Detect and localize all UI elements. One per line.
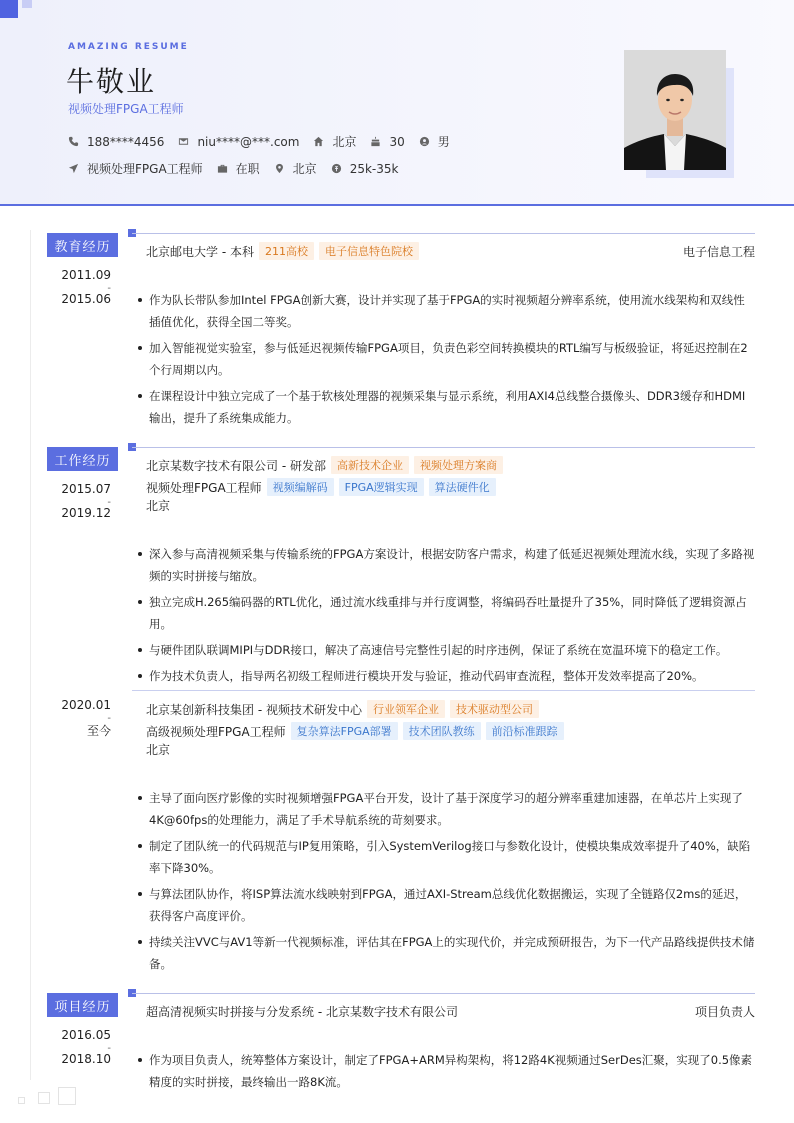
salary-info (331, 162, 399, 176)
phone-text: 188****4456 (87, 134, 165, 149)
gender-icon (419, 136, 430, 147)
job-intent-row (68, 160, 412, 177)
skill-tag: 技术团队教练 (403, 722, 481, 740)
gender-info (419, 133, 450, 150)
section-title-work: 工作经历 (47, 447, 118, 471)
list-item: 作为项目负责人，统筹整体方案设计，制定了FPGA+ARM异构架构，将12路4K视频通过SerDes汇聚，实现了0.5像素精度的实时拼接，最终输出一路8K流。 (138, 1049, 756, 1093)
job-role: 视频处理FPGA工程师 (146, 480, 262, 495)
list-item: 持续关注VVC与AV1等新一代视频标准，评估其在FPGA上的实现代价，并完成预研报告，为下一代产品路线提供技术储备。 (138, 931, 756, 975)
section-divider (132, 447, 755, 448)
cake-icon (370, 136, 381, 147)
footer-decoration (38, 1092, 50, 1104)
corner-decoration-small (22, 0, 32, 8)
company-tag: 行业领军企业 (367, 700, 445, 718)
company-name: 北京某创新科技集团 - 视频技术研发中心 (146, 702, 362, 717)
status-info (217, 160, 260, 177)
candidate-title: 视频处理FPGA工程师 (68, 102, 184, 116)
job-bullets (138, 543, 756, 691)
age-text: 30 (389, 134, 405, 149)
list-item: 独立完成H.265编码器的RTL优化，通过流水线重排与并行度调整，将编码吞吐量提升了35%，同时降低了逻辑资源占用。 (138, 591, 756, 635)
list-item: 加入智能视觉实验室，参与低延迟视频传输FPGA项目，负责色彩空间转换模块的RTL编写与板级验证，将延迟控制在2个行周期以内。 (138, 337, 756, 381)
section-divider (132, 233, 755, 234)
salary-text: 25k-35k (349, 161, 399, 176)
intent-city-info (274, 160, 317, 177)
job-start-date: 2015.07 (61, 482, 111, 496)
project-end-date: 2018.10 (61, 1052, 111, 1066)
resume-header (0, 0, 794, 206)
skill-tag: 算法硬件化 (429, 478, 496, 496)
corner-decoration (0, 0, 18, 18)
company-name: 北京某数字技术有限公司 - 研发部 (146, 458, 326, 473)
list-item: 与硬件团队联调MIPI与DDR接口，解决了高速信号完整性引起的时序违例，保证了系统在宽温环境下的稳定工作。 (138, 639, 756, 661)
education-bullets (138, 289, 756, 433)
job-company-row (146, 700, 539, 718)
section-title-education: 教育经历 (47, 233, 118, 257)
school-name: 北京邮电大学 - 本科 (146, 244, 254, 259)
email-text: niu****@***.com (197, 134, 300, 149)
location-icon (274, 163, 285, 174)
skill-tag: 前沿标准跟踪 (486, 722, 564, 740)
skill-tag: 视频编解码 (267, 478, 334, 496)
phone-info (68, 135, 164, 149)
list-item: 制定了团队统一的代码规范与IP复用策略，引入SystemVerilog接口与参数化设计，使模块集成效率提升了40%，缺陷率下降30%。 (138, 835, 756, 879)
date-separator: - (107, 1043, 111, 1054)
send-icon (68, 163, 79, 174)
date-separator: - (107, 713, 111, 724)
job-company-row (146, 456, 503, 474)
list-item: 与算法团队协作，将ISP算法流水线映射到FPGA，通过AXI-Stream总线优化数据搬运，实现了全链路仅2ms的延迟，获得客户高度评价。 (138, 883, 756, 927)
age-info (370, 135, 404, 149)
mail-icon (178, 136, 189, 147)
intent-position-info (68, 160, 203, 177)
entry-divider (132, 690, 755, 691)
footer-decoration (18, 1097, 25, 1104)
skill-tag: FPGA逻辑实现 (339, 478, 424, 496)
phone-icon (68, 136, 79, 147)
job-end-date: 2019.12 (61, 506, 111, 520)
date-separator: - (107, 283, 111, 294)
education-start-date: 2011.09 (61, 268, 111, 282)
project-role: 项目负责人 (694, 1005, 755, 1019)
avatar (624, 50, 726, 170)
job-role-row (146, 478, 496, 496)
job-role: 高级视频处理FPGA工程师 (146, 724, 286, 739)
company-tag: 技术驱动型公司 (450, 700, 539, 718)
job-start-date: 2020.01 (61, 698, 111, 712)
education-major: 电子信息工程 (682, 245, 755, 259)
portrait-icon (624, 50, 726, 170)
money-icon (331, 163, 342, 174)
education-school-row (146, 242, 419, 260)
company-tag: 视频处理方案商 (414, 456, 503, 474)
list-item: 作为技术负责人，指导两名初级工程师进行模块开发与验证，推动代码审查流程，整体开发效率提高了20%。 (138, 665, 756, 687)
intent-position-text: 视频处理FPGA工程师 (87, 162, 203, 176)
job-city: 北京 (146, 743, 171, 757)
school-tag: 211高校 (259, 242, 314, 260)
list-item: 主导了面向医疗影像的实时视频增强FPGA平台开发，设计了基于深度学习的超分辨率重建加速器，在单芯片上实现了4K@60fps的处理能力，满足了手术导航系统的苛刻要求。 (138, 787, 756, 831)
home-text: 北京 (332, 135, 357, 149)
footer-decoration (58, 1087, 76, 1105)
email-info (178, 135, 299, 149)
project-bullets (138, 1049, 756, 1097)
intent-city-text: 北京 (292, 162, 317, 176)
project-start-date: 2016.05 (61, 1028, 111, 1042)
timeline-line (30, 230, 31, 1080)
job-bullets (138, 787, 756, 979)
date-separator: - (107, 497, 111, 508)
list-item: 在课程设计中独立完成了一个基于软核处理器的视频采集与显示系统，利用AXI4总线整合摄像头、DDR3缓存和HDMI输出，提升了系统集成能力。 (138, 385, 756, 429)
job-end-date: 至今 (86, 724, 111, 738)
home-info (313, 133, 356, 150)
section-divider (132, 993, 755, 994)
contact-row (68, 133, 464, 150)
school-tag: 电子信息特色院校 (319, 242, 419, 260)
list-item: 深入参与高清视频采集与传输系统的FPGA方案设计，根据安防客户需求，构建了低延迟视频处理流水线，实现了多路视频的实时拼接与缩放。 (138, 543, 756, 587)
section-title-project: 项目经历 (47, 993, 118, 1017)
gender-text: 男 (437, 135, 450, 149)
job-city: 北京 (146, 499, 171, 513)
company-tag: 高新技术企业 (331, 456, 409, 474)
job-role-row (146, 722, 564, 740)
skill-tag: 复杂算法FPGA部署 (291, 722, 398, 740)
candidate-name: 牛敬业 (66, 65, 157, 98)
list-item: 作为队长带队参加Intel FPGA创新大赛，设计并实现了基于FPGA的实时视频超分辨率系统，使用流水线架构和双线性插值优化，获得全国二等奖。 (138, 289, 756, 333)
home-icon (313, 136, 324, 147)
status-text: 在职 (235, 162, 260, 176)
briefcase-icon (217, 163, 228, 174)
resume-tagline: AMAZING RESUME (68, 42, 189, 52)
education-end-date: 2015.06 (61, 292, 111, 306)
project-name-row (146, 1003, 458, 1020)
project-name: 超高清视频实时拼接与分发系统 - 北京某数字技术有限公司 (146, 1005, 458, 1019)
